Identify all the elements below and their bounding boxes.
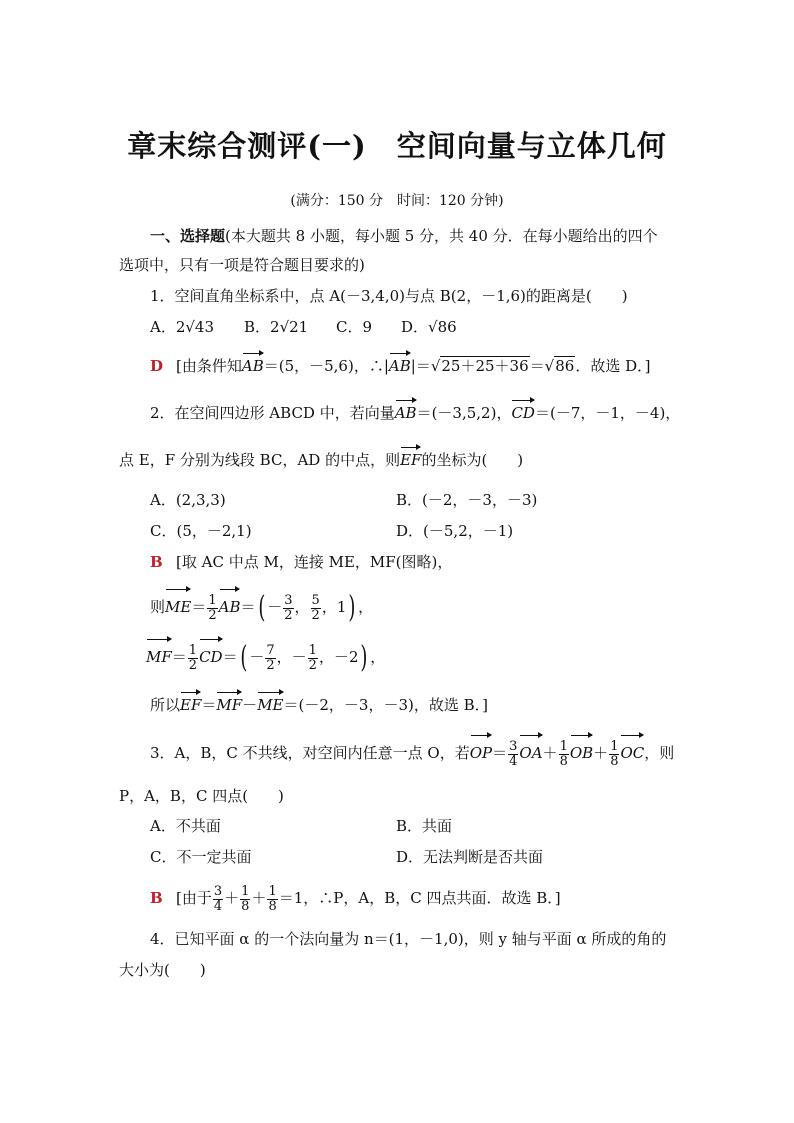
denominator: 2 bbox=[311, 607, 320, 623]
q2-option-c: C．(5，－2,1) bbox=[150, 522, 252, 540]
vector-op: OP bbox=[470, 738, 492, 768]
denominator: 8 bbox=[559, 753, 568, 769]
fraction bbox=[609, 740, 619, 769]
page-title: 章末综合测评(一) 空间向量与立体几何 bbox=[127, 129, 667, 163]
q3-stem-text: 3．A，B，C 不共线，对空间内任意一点 O，若 bbox=[150, 744, 470, 762]
numerator: 3 bbox=[284, 592, 293, 608]
q2-solution-mf bbox=[146, 642, 385, 673]
comma: ， bbox=[370, 648, 386, 666]
denominator: 2 bbox=[208, 607, 217, 623]
denominator: 2 bbox=[308, 657, 317, 673]
numerator: 3 bbox=[213, 883, 223, 899]
q2-option-b: B．(－2，－3，－3) bbox=[396, 491, 538, 509]
q2-stem-text: 2．在空间四边形 ABCD 中，若向量 bbox=[150, 404, 395, 422]
q2-stem-line-1 bbox=[150, 403, 680, 423]
fraction bbox=[283, 594, 293, 623]
numerator: 1 bbox=[268, 883, 277, 899]
vector-ab: AB bbox=[219, 592, 241, 622]
q3-stem-text: ，则 bbox=[644, 744, 675, 762]
section-desc-line-2: 选项中，只有一项是符合题目要求的) bbox=[119, 256, 365, 274]
denominator: 8 bbox=[610, 753, 619, 769]
vector-me: ME bbox=[257, 696, 284, 714]
numerator: 7 bbox=[266, 642, 275, 658]
q1-stem: 1．空间直角坐标系中，点 A(－3,4,0)与点 B(2，－1,6)的距离是( ) bbox=[150, 287, 628, 305]
q2-expl-text: ，－2 bbox=[318, 648, 359, 666]
q3-option-c: C．不一定共面 bbox=[150, 848, 252, 866]
vector-me: ME bbox=[165, 592, 191, 622]
q1-expl-text: ＝(5，－5,6)，∴| bbox=[263, 357, 389, 375]
q2-solution-me bbox=[150, 592, 373, 623]
numerator: 1 bbox=[308, 642, 317, 658]
q2-expl-text: [取 AC 中点 M，连接 ME，MF(图略)， bbox=[176, 553, 453, 571]
q2-stem-text: ＝(－3,5,2)， bbox=[416, 404, 512, 422]
q1-expl-text: ＝ bbox=[529, 357, 545, 375]
vector-oa: OA bbox=[519, 738, 542, 768]
q2-stem-text: ＝(－7，－1，－4)， bbox=[534, 404, 681, 422]
numerator: 1 bbox=[188, 642, 198, 658]
fraction bbox=[311, 594, 321, 623]
minus-sign: － bbox=[291, 648, 307, 666]
left-paren: ( bbox=[239, 640, 247, 675]
right-paren: ) bbox=[360, 640, 368, 675]
sqrt-radicand: 25＋25＋36 bbox=[441, 357, 529, 375]
plus-sign: ＋ bbox=[251, 889, 267, 907]
q3-option-a: A．不共面 bbox=[150, 817, 221, 835]
q2-expl-text: ，1 bbox=[321, 598, 347, 616]
q2-stem-text: 点 E，F 分别为线段 BC，AD 的中点，则 bbox=[119, 451, 401, 469]
q2-solution-line-1 bbox=[150, 552, 452, 572]
q4-stem-line-1: 4．已知平面 α 的一个法向量为 n＝(1，－1,0)，则 y 轴与平面 α 所成的角的 bbox=[150, 930, 667, 948]
numerator: 1 bbox=[559, 738, 568, 754]
numerator: 3 bbox=[509, 738, 518, 754]
minus-sign: － bbox=[249, 648, 265, 666]
q3-stem-line-2: P，A，B，C 四点( ) bbox=[119, 787, 284, 805]
denominator: 2 bbox=[284, 607, 293, 623]
q2-answer: B bbox=[150, 553, 163, 571]
fraction bbox=[308, 644, 318, 673]
fraction bbox=[240, 885, 250, 914]
denominator: 4 bbox=[213, 898, 223, 914]
minus-sign: － bbox=[267, 598, 283, 616]
section-heading-line bbox=[150, 226, 658, 246]
minus-sign: － bbox=[242, 696, 258, 714]
q4-stem-line-2: 大小为( ) bbox=[119, 961, 206, 979]
fraction bbox=[267, 885, 277, 914]
q1-option-b: B．2√21 bbox=[244, 318, 309, 336]
q3-option-b: B．共面 bbox=[396, 817, 453, 835]
q2-stem-text: 的坐标为( ) bbox=[421, 451, 524, 469]
vector-oc: OC bbox=[620, 738, 644, 768]
equals-sign: ＝ bbox=[492, 744, 508, 762]
q1-answer: D bbox=[150, 357, 164, 375]
exam-meta: (满分：150 分 时间：120 分钟) bbox=[290, 193, 504, 209]
q2-option-d: D．(－5,2，－1) bbox=[396, 522, 514, 540]
fraction bbox=[207, 594, 217, 623]
right-paren: ) bbox=[348, 590, 356, 625]
q3-solution bbox=[150, 883, 561, 914]
comma: ， bbox=[276, 648, 292, 666]
vector-ef: EF bbox=[400, 451, 422, 469]
plus-sign: ＋ bbox=[224, 889, 240, 907]
plus-sign: ＋ bbox=[593, 744, 609, 762]
numerator: 1 bbox=[610, 738, 619, 754]
vector-ab: AB bbox=[241, 357, 264, 375]
vector-mf: MF bbox=[216, 696, 243, 714]
vector-ab: AB bbox=[394, 404, 417, 422]
q3-expl-text: ＝1，∴P，A，B，C 四点共面．故选 B．] bbox=[278, 889, 561, 907]
equals-sign: ＝ bbox=[222, 648, 238, 666]
plus-sign: ＋ bbox=[542, 744, 558, 762]
q2-expl-text: ＝(－2，－3，－3)，故选 B．] bbox=[283, 696, 488, 714]
vector-cd: CD bbox=[199, 642, 223, 672]
q3-stem-line-1 bbox=[150, 738, 674, 769]
fraction bbox=[213, 885, 223, 914]
vector-ef: EF bbox=[180, 696, 202, 714]
q1-option-c: C．9 bbox=[336, 318, 373, 336]
q2-expl-text: 所以 bbox=[150, 696, 181, 714]
q1-option-a: A．2√43 bbox=[150, 318, 215, 336]
section-heading: 一、选择题 bbox=[150, 227, 226, 245]
fraction bbox=[508, 740, 518, 769]
q3-expl-text: [由于 bbox=[176, 889, 212, 907]
left-paren: ( bbox=[257, 590, 265, 625]
section-desc: (本大题共 8 小题，每小题 5 分，共 40 分．在每小题给出的四个 bbox=[225, 227, 658, 245]
q3-option-d: D．无法判断是否共面 bbox=[396, 848, 544, 866]
comma: ， bbox=[358, 598, 374, 616]
q1-expl-text: |＝ bbox=[410, 357, 431, 375]
q2-expl-text: 则 bbox=[150, 598, 166, 616]
fraction bbox=[559, 740, 569, 769]
numerator: 5 bbox=[311, 592, 320, 608]
q3-answer: B bbox=[150, 889, 163, 907]
fraction bbox=[188, 644, 198, 673]
numerator: 1 bbox=[208, 592, 217, 608]
q2-solution-result bbox=[150, 695, 488, 715]
denominator: 2 bbox=[266, 657, 275, 673]
q1-option-d: D．√86 bbox=[401, 318, 457, 336]
fraction bbox=[265, 644, 275, 673]
comma: ， bbox=[294, 598, 310, 616]
equals-sign: ＝ bbox=[191, 598, 207, 616]
equals-sign: ＝ bbox=[201, 696, 217, 714]
denominator: 8 bbox=[268, 898, 277, 914]
denominator: 4 bbox=[509, 753, 518, 769]
sqrt-radicand: 86 bbox=[555, 357, 575, 375]
q1-solution: D [由条件知AB＝(5，－5,6)，∴|AB|＝√25＋25＋36＝√86．故选 D．] bbox=[150, 357, 651, 375]
vector-mf: MF bbox=[146, 642, 172, 672]
denominator: 8 bbox=[241, 898, 250, 914]
denominator: 2 bbox=[188, 657, 198, 673]
q2-stem-line-2 bbox=[119, 450, 523, 470]
vector-ob: OB bbox=[570, 738, 593, 768]
q1-expl-text: [由条件知 bbox=[176, 357, 242, 375]
equals-sign: ＝ bbox=[171, 648, 187, 666]
q1-expl-text: ．故选 D．] bbox=[575, 357, 651, 375]
numerator: 1 bbox=[241, 883, 250, 899]
q2-option-a: A．(2,3,3) bbox=[150, 491, 226, 509]
vector-ab: AB bbox=[388, 357, 411, 375]
vector-cd: CD bbox=[511, 404, 535, 422]
equals-sign: ＝ bbox=[240, 598, 256, 616]
